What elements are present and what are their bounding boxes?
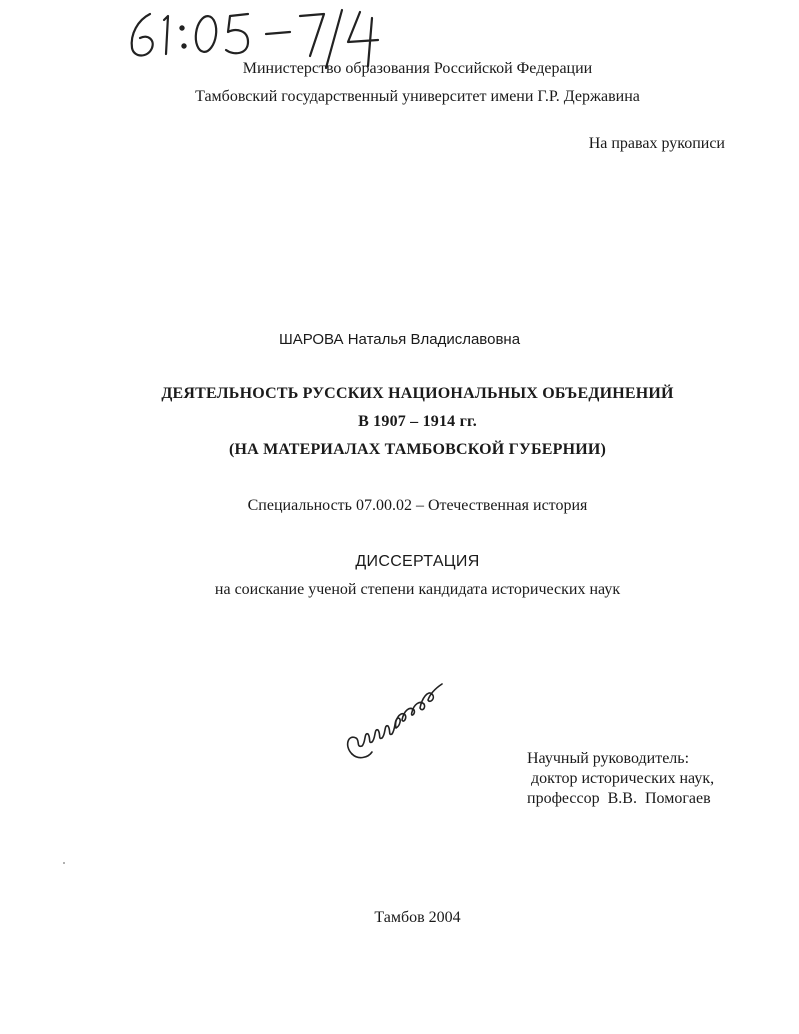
- supervisor-label: Научный руководитель:: [527, 750, 690, 767]
- city-year: Тамбов 2004: [374, 909, 461, 926]
- dissertation-title-line-1: ДЕЯТЕЛЬНОСТЬ РУССКИХ НАЦИОНАЛЬНЫХ ОБЪЕДИНЕНИЙ: [161, 385, 674, 402]
- ministry-name: Министерство образования Российской Федерации: [242, 60, 593, 77]
- dissertation-title-line-2: В 1907 – 1914 гг.: [358, 413, 477, 430]
- scientific-supervisor: [527, 749, 714, 809]
- work-type: ДИССЕРТАЦИЯ: [355, 553, 480, 570]
- degree-purpose: на соискание ученой степени кандидата исторических наук: [214, 581, 621, 598]
- supervisor-degree: доктор исторических наук,: [531, 770, 715, 787]
- scan-speck: [63, 862, 65, 864]
- rights-note: На правах рукописи: [588, 135, 725, 152]
- specialty: Специальность 07.00.02 – Отечественная история: [247, 497, 588, 514]
- university-name: Тамбовский государственный университет имени Г.Р. Державина: [195, 88, 640, 105]
- author-signature: [338, 668, 458, 768]
- dissertation-title-line-3: (НА МАТЕРИАЛАХ ТАМБОВСКОЙ ГУБЕРНИИ): [228, 441, 607, 458]
- author-name: ШАРОВА Наталья Владиславовна: [278, 331, 521, 348]
- supervisor-title-name: профессор В.В. Помогаев: [527, 790, 711, 807]
